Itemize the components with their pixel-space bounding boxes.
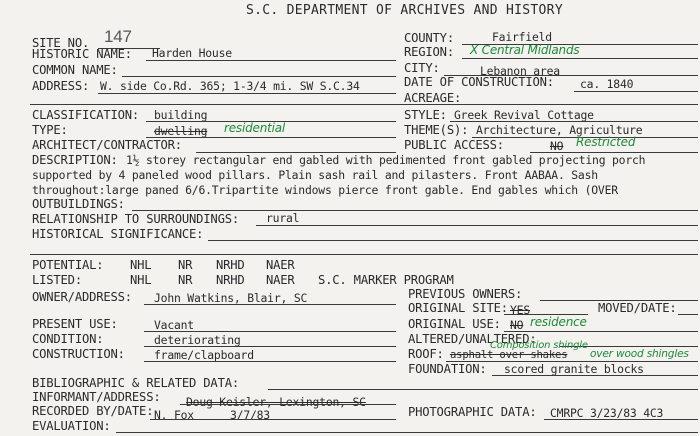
listed-nr: NR (178, 273, 193, 287)
style-label: STYLE: (404, 108, 447, 122)
listed-nhl: NHL (130, 273, 152, 287)
marker-program-label: S.C. MARKER PROGRAM (318, 273, 454, 287)
moved-date-line (678, 314, 698, 315)
potential-nrhd: NRHD (216, 258, 245, 272)
recorded-date-value: 3/7/83 (230, 408, 270, 422)
photo-line (544, 419, 698, 420)
roof-note: Composition shingle (490, 340, 588, 351)
public-access-original-value: NO (550, 139, 564, 153)
style-value: Greek Revival Cottage (454, 108, 594, 122)
county-value: Fairfield (492, 30, 552, 44)
recorded-line (150, 419, 396, 420)
acreage-label: ACREAGE: (404, 91, 462, 105)
potential-naer: NAER (266, 258, 295, 272)
construction-line (144, 361, 396, 362)
altered-label: ALTERED/UNALTERED: (408, 332, 537, 346)
bibliography-label: BIBLIOGRAPHIC & RELATED DATA: (32, 376, 239, 390)
date-label: DATE OF CONSTRUCTION: (404, 75, 554, 89)
listed-nrhd: NRHD (216, 273, 245, 287)
evaluation-line (116, 432, 698, 433)
original-use-revised-value: residence (530, 315, 587, 329)
common-name-line (122, 76, 396, 77)
original-use-original-value: NO (510, 318, 524, 332)
foundation-label: FOUNDATION: (408, 362, 487, 376)
address-value: W. side Co.Rd. 365; 1-3/4 mi. SW S.C.34 (100, 79, 360, 93)
themes-value: Architecture, Agriculture (476, 123, 643, 137)
photo-label: PHOTOGRAPHIC DATA: (408, 405, 537, 419)
evaluation-label: EVALUATION: (32, 419, 111, 433)
type-line (146, 137, 396, 138)
historic-name-value: Harden House (152, 46, 232, 60)
description-line-2: supported by 4 paneled wood pillars. Plain sash rail and pilasters. Front AABAA. Sash (32, 168, 598, 182)
present-use-line (144, 331, 396, 332)
previous-owners-label: PREVIOUS OWNERS: (408, 287, 523, 301)
classification-value: building (154, 108, 208, 122)
county-label: COUNTY: (404, 31, 454, 45)
relationship-line (256, 225, 698, 226)
site-no-value: 147 (104, 27, 132, 46)
address-line (98, 93, 396, 94)
common-name-label: COMMON NAME: (32, 63, 118, 77)
informant-value: Doug Keisler, Lexington, SC (186, 395, 366, 409)
informant-line (180, 404, 396, 405)
region-line (462, 58, 698, 59)
original-site-label: ORIGINAL SITE: (408, 301, 508, 315)
public-access-revised-value: Restricted (576, 135, 636, 149)
classification-label: CLASSIFICATION: (32, 108, 140, 122)
condition-label: CONDITION: (32, 332, 104, 346)
recorded-label: RECORDED BY/DATE: (32, 404, 154, 418)
region-label: REGION: (404, 45, 454, 59)
date-value: ca. 1840 (580, 77, 634, 91)
foundation-line (492, 375, 698, 376)
description-label: DESCRIPTION: (32, 153, 118, 167)
significance-line (208, 240, 698, 241)
owner-value: John Watkins, Blair, SC (154, 291, 308, 305)
photo-value: CMRPC 3/23/83 4C3 (550, 406, 664, 420)
potential-nhl: NHL (130, 258, 152, 272)
bibliography-line (268, 389, 698, 390)
type-original-value: dwelling (154, 124, 208, 138)
construction-label: CONSTRUCTION: (32, 347, 125, 361)
type-revised-value: residential (224, 121, 286, 135)
region-value: X Central Midlands (470, 43, 580, 57)
moved-date-label: MOVED/DATE: (598, 301, 677, 315)
city-value: Lebanon area (480, 64, 560, 78)
owner-label: OWNER/ADDRESS: (32, 290, 132, 304)
recorded-by-value: N. Fox (154, 408, 194, 422)
style-line (450, 121, 698, 122)
public-access-label: PUBLIC ACCESS: (404, 138, 504, 152)
roof-label: ROOF: (408, 347, 444, 361)
present-use-label: PRESENT USE: (32, 317, 118, 331)
condition-value: deteriorating (154, 333, 241, 347)
outbuildings-line (132, 210, 698, 211)
address-label: ADDRESS: (32, 79, 90, 93)
city-label: CITY: (404, 61, 440, 75)
foundation-value: scored granite blocks (504, 362, 644, 376)
roof-original-value: asphalt over shakes (450, 349, 568, 361)
relationship-label: RELATIONSHIP TO SURROUNDINGS: (32, 212, 239, 226)
historic-name-label: HISTORIC NAME: (32, 47, 132, 61)
informant-label: INFORMANT/ADDRESS: (32, 390, 161, 404)
significance-label: HISTORICAL SIGNIFICANCE: (32, 227, 204, 241)
roof-revised-value: over wood shingles (590, 348, 689, 360)
section-divider-1 (30, 104, 698, 105)
listed-naer: NAER (266, 273, 295, 287)
section-divider-2 (30, 254, 698, 255)
potential-label: POTENTIAL: (32, 258, 104, 272)
date-line (574, 91, 698, 92)
listed-label: LISTED: (32, 273, 82, 287)
page-title: S.C. DEPARTMENT OF ARCHIVES AND HISTORY (246, 3, 563, 18)
description-line-3: throughout:large paned 6/6.Tripartite windows pierce front gable. End gables which (OVER (32, 183, 618, 197)
relationship-value: rural (266, 211, 300, 225)
themes-label: THEME(S): (404, 123, 469, 137)
original-use-label: ORIGINAL USE: (408, 317, 501, 331)
owner-line (144, 304, 396, 305)
present-use-value: Vacant (154, 318, 194, 332)
outbuildings-label: OUTBUILDINGS: (32, 197, 125, 211)
site-no-label: SITE NO. (32, 36, 90, 50)
construction-value: frame/clapboard (154, 348, 254, 362)
condition-line (144, 346, 396, 347)
historic-name-line (146, 60, 396, 61)
potential-nr: NR (178, 258, 193, 272)
type-label: TYPE: (32, 123, 68, 137)
architect-label: ARCHITECT/CONTRACTOR: (32, 138, 182, 152)
original-site-value: YES (510, 303, 530, 317)
description-line-1: 1½ storey rectangular end gabled with pedimented front gabled projecting porch (126, 153, 646, 167)
